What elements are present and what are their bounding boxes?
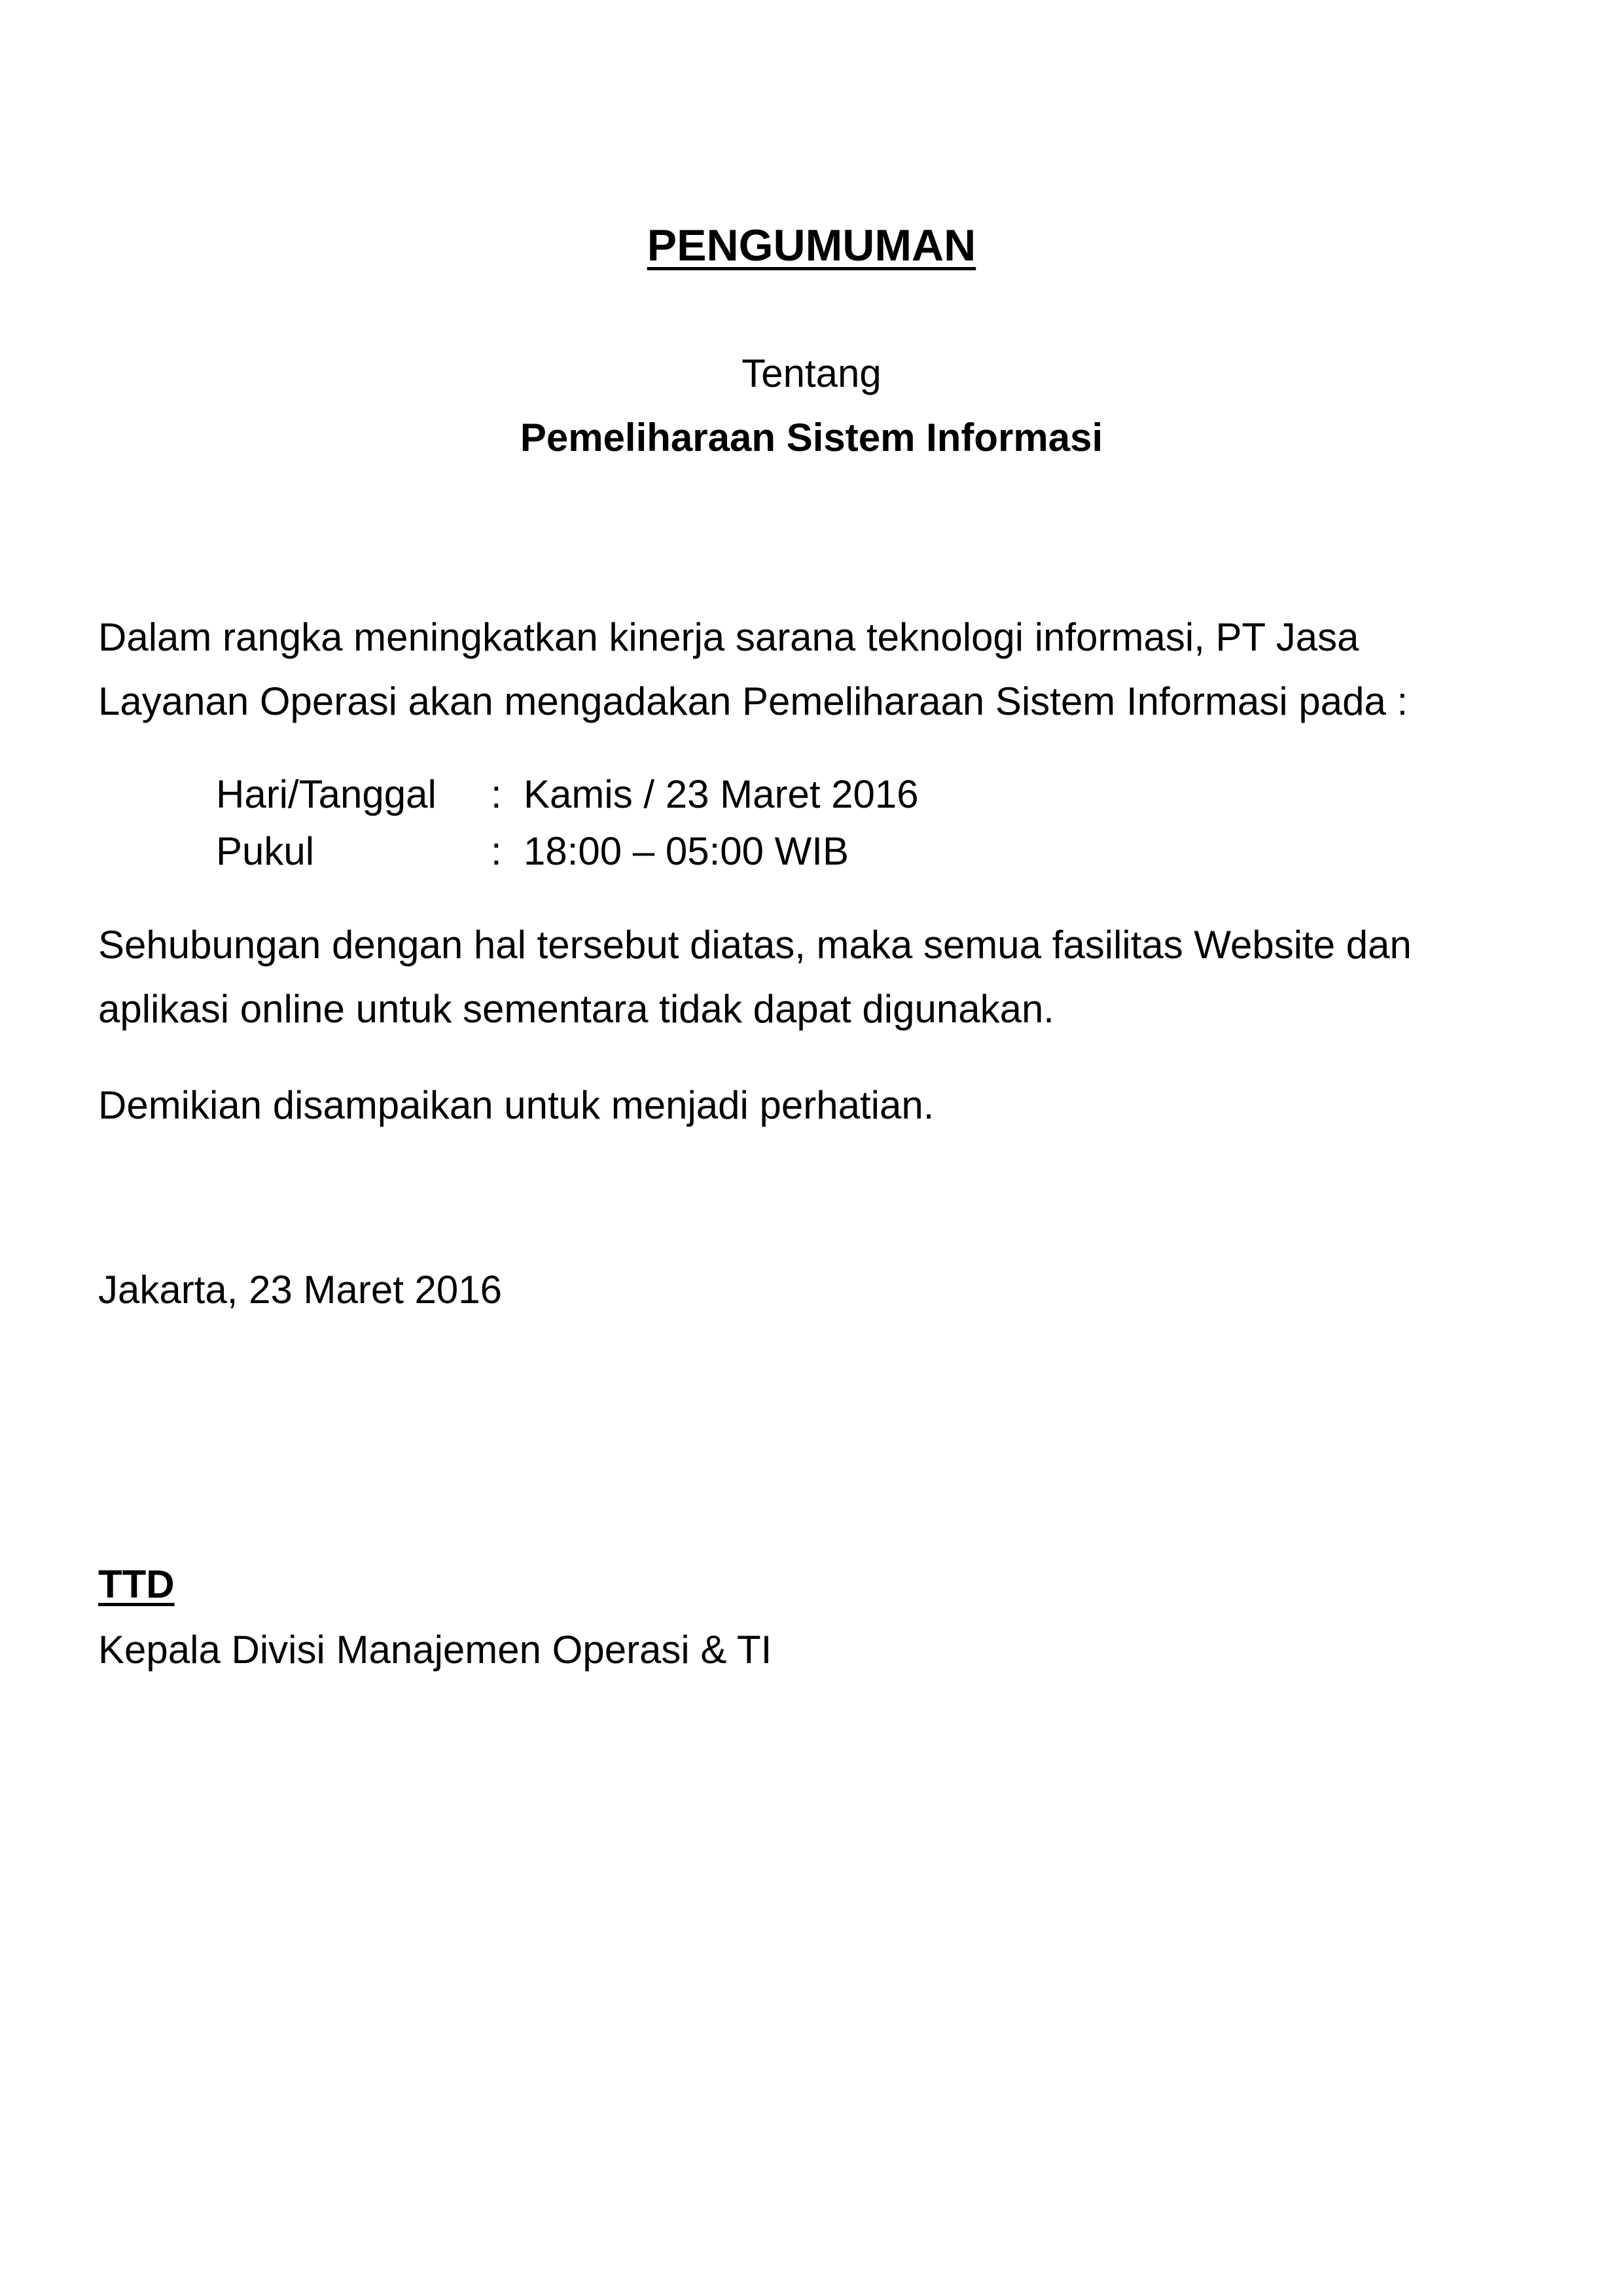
detail-value: Kamis / 23 Maret 2016 xyxy=(524,772,919,816)
closing-line: Demikian disampaikan untuk menjadi perhatian. xyxy=(98,1083,935,1127)
signer-title: Kepala Divisi Manajemen Operasi & TI xyxy=(98,1628,772,1672)
detail-row-time xyxy=(216,823,919,880)
notice-line: Sehubungan dengan hal tersebut diatas, maka semua fasilitas Website dan xyxy=(98,923,1412,967)
signature-label: TTD xyxy=(98,1562,175,1606)
intro-line: Dalam rangka meningkatkan kinerja sarana teknologi informasi, PT Jasa xyxy=(98,615,1359,659)
detail-row-date xyxy=(216,766,919,823)
place-date: Jakarta, 23 Maret 2016 xyxy=(98,1268,503,1312)
detail-label: Pukul xyxy=(216,829,315,873)
intro-line: Layanan Operasi akan mengadakan Pemeliharaan Sistem Informasi pada : xyxy=(98,679,1408,723)
detail-separator: : xyxy=(491,772,502,816)
detail-value: 18:00 – 05:00 WIB xyxy=(524,829,849,873)
document-topic: Pemeliharaan Sistem Informasi xyxy=(520,416,1103,459)
detail-separator: : xyxy=(491,829,502,873)
closing-paragraph xyxy=(98,1073,1538,1138)
notice-line: aplikasi online untuk sementara tidak dapat digunakan. xyxy=(98,987,1054,1031)
document-title: PENGUMUMAN xyxy=(647,221,976,270)
intro-paragraph xyxy=(98,605,1538,734)
notice-paragraph xyxy=(98,913,1538,1041)
document-subtitle: Tentang xyxy=(741,351,882,395)
schedule-details xyxy=(216,766,919,880)
detail-label: Hari/Tanggal xyxy=(216,772,437,816)
